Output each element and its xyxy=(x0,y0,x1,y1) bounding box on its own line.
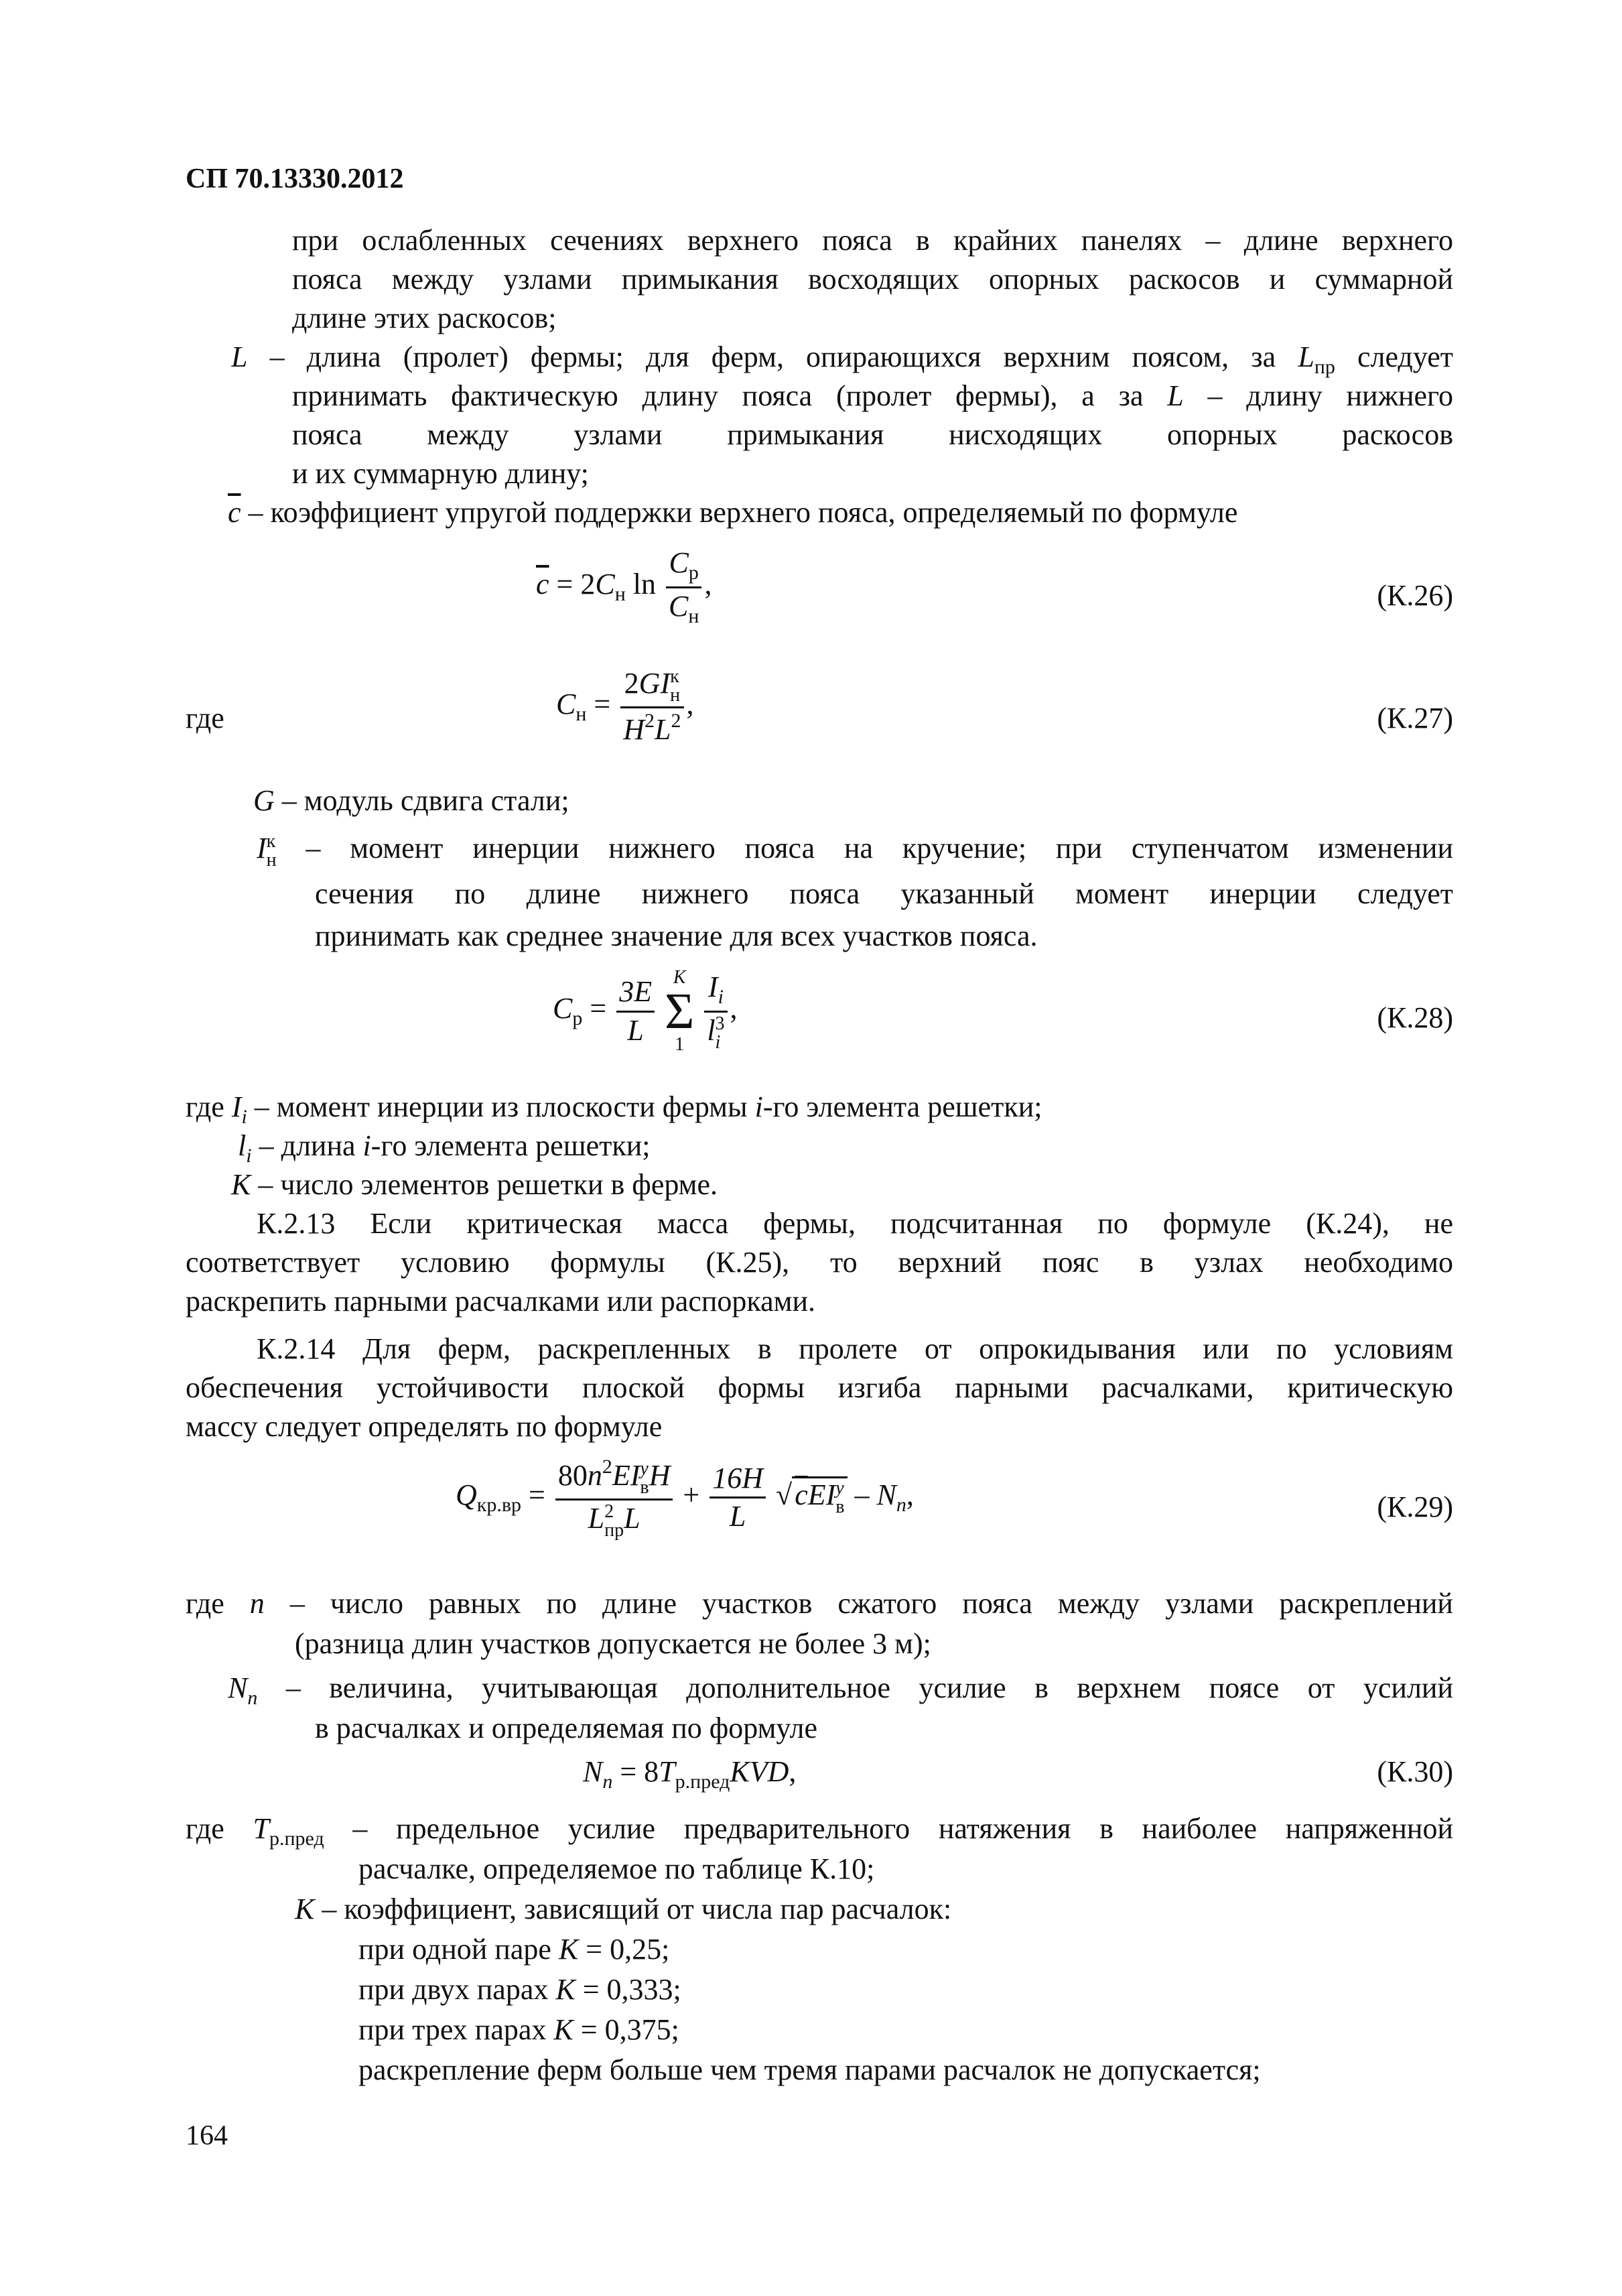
definition-L-line2: принимать фактическую длину пояса (пролет фермы), а за L – длину нижнего xyxy=(292,379,1453,412)
definition-L-line3: пояса между узлами примыкания нисходящих опорных раскосов xyxy=(292,418,1453,451)
paragraph-k2-13-line3: раскрепить парными расчалками или распорками. xyxy=(186,1285,816,1318)
fraction: $80n^2EI$ y в H L 2 пр L xyxy=(555,1456,673,1540)
equation-number: (К.28) xyxy=(1377,1001,1453,1034)
text-line: пояса между узлами примыкания восходящих опорных раскосов и суммарной xyxy=(292,263,1453,296)
definition-n-line1: где n – число равных по длине участков сжатого пояса между узлами раскреплений xyxy=(186,1587,1453,1620)
paragraph-k2-13-line2: соответствует условию формулы (К.25), то верхний пояс в узлах необходимо xyxy=(186,1246,1453,1279)
paragraph-k2-14-line1: К.2.14 Для ферм, раскрепленных в пролете от опрокидывания или по условиям xyxy=(257,1332,1453,1365)
where-label: где xyxy=(186,702,224,735)
definition-Ik-line3: принимать как среднее значение для всех участков пояса. xyxy=(315,919,1038,952)
sqrt-sign: √ xyxy=(776,1478,793,1511)
fraction: $\frac{C_р}{C_н}$ xyxy=(666,546,701,628)
fraction: $\frac{3E}{L}$ xyxy=(616,975,655,1047)
formula-k29: $Q_{кр.вр}$ = $80n^2EI$ y в H L 2 пр L + $\frac{16H}{L}$ √cEI y в – $N_n$, xyxy=(456,1456,914,1541)
option-two-pairs: при двух парах K = 0,333; xyxy=(358,1973,681,2006)
equation-number: (К.30) xyxy=(1377,1755,1453,1788)
formula-k26: $\overline{c} = 2C_н$ ln $\frac{C_р}{C_н}$ , xyxy=(536,546,712,627)
paragraph-k2-14-line2: обеспечения устойчивости плоской формы изгиба парными расчалками, критическую xyxy=(186,1371,1453,1404)
document-code: СП 70.13330.2012 xyxy=(186,164,404,194)
definition-K: K – число элементов решетки в ферме. xyxy=(231,1168,718,1201)
definition-T-line1: где $T_{р.пред}$ – предельное усилие предварительного натяжения в наиболее напряженной xyxy=(186,1812,1453,1850)
text-line: длине этих раскосов; xyxy=(292,302,557,334)
symbol-cbar: $\overline{c}$ xyxy=(228,496,241,529)
definition-Ik-line1: I к н – момент инерции нижнего пояса на кручение; при ступенчатом изменении xyxy=(257,830,1453,870)
fraction: $\frac{16H}{L}$ xyxy=(709,1462,766,1534)
definition-cbar: $\overline{c}$ – коэффициент упругой поддержки верхнего пояса, определяемый по формуле xyxy=(228,496,1238,529)
equation-number: (К.27) xyxy=(1377,702,1453,735)
option-one-pair: при одной паре K = 0,25; xyxy=(358,1933,670,1966)
definition-li: $l_i$ – длина i-го элемента решетки; xyxy=(238,1129,651,1167)
summation: K Σ 1 xyxy=(665,967,695,1056)
definition-Ii: где $I_i$ – момент инерции из плоскости фермы i-го элемента решетки; xyxy=(186,1090,1042,1128)
paragraph-k2-13-line1: К.2.13 Если критическая масса фермы, подсчитанная по формуле (К.24), не xyxy=(257,1207,1453,1240)
fraction: 2GI к н $H^2L^2$ xyxy=(620,667,683,747)
definition-n-line2: (разница длин участков допускается не более 3 м); xyxy=(295,1627,931,1660)
page-number: 164 xyxy=(186,2120,228,2151)
equation-number: (К.26) xyxy=(1377,579,1453,612)
restriction-note: раскрепление ферм больше чем тремя парами расчалок не допускается; xyxy=(358,2053,1261,2086)
definition-K2: K – коэффициент, зависящий от числа пар расчалок: xyxy=(295,1893,952,1925)
definition-Nn-line2: в расчалках и определяемая по формуле xyxy=(315,1712,817,1744)
definition-L-line1: L – длина (пролет) фермы; для ферм, опирающихся верхним поясом, за $L_{пр}$ следует xyxy=(231,340,1453,378)
definition-L-line4: и их суммарную длину; xyxy=(292,457,589,490)
equation-number: (К.29) xyxy=(1377,1490,1453,1523)
definition-G: G – модуль сдвига стали; xyxy=(253,784,569,817)
definition-Ik-line2: сечения по длине нижнего пояса указанный момент инерции следует xyxy=(315,877,1453,910)
symbol-L: L xyxy=(231,340,248,373)
paragraph-k2-14-line3: массу следует определять по формуле xyxy=(186,1410,663,1443)
formula-k30: $N_n = 8T_{р.пред}KVD$, xyxy=(583,1755,797,1793)
square-root: cEI y в xyxy=(792,1476,847,1511)
definition-T-line2: расчалке, определяемое по таблице К.10; xyxy=(358,1852,875,1885)
formula-k28: $C_р$ = $\frac{3E}{L}$ K Σ 1 $I_i$ l 3 i , xyxy=(553,967,738,1056)
option-three-pairs: при трех парах K = 0,375; xyxy=(358,2013,679,2046)
formula-k27: $C_н$ = 2GI к н $H^2L^2$ , xyxy=(556,665,694,746)
text-line: при ослабленных сечениях верхнего пояса в крайних панелях – длине верхнего xyxy=(292,224,1453,257)
fraction: $I_i$ l 3 i xyxy=(704,970,727,1051)
definition-Nn-line1: $N_n$ – величина, учитывающая дополнительное усилие в верхнем поясе от усилий xyxy=(228,1671,1453,1709)
